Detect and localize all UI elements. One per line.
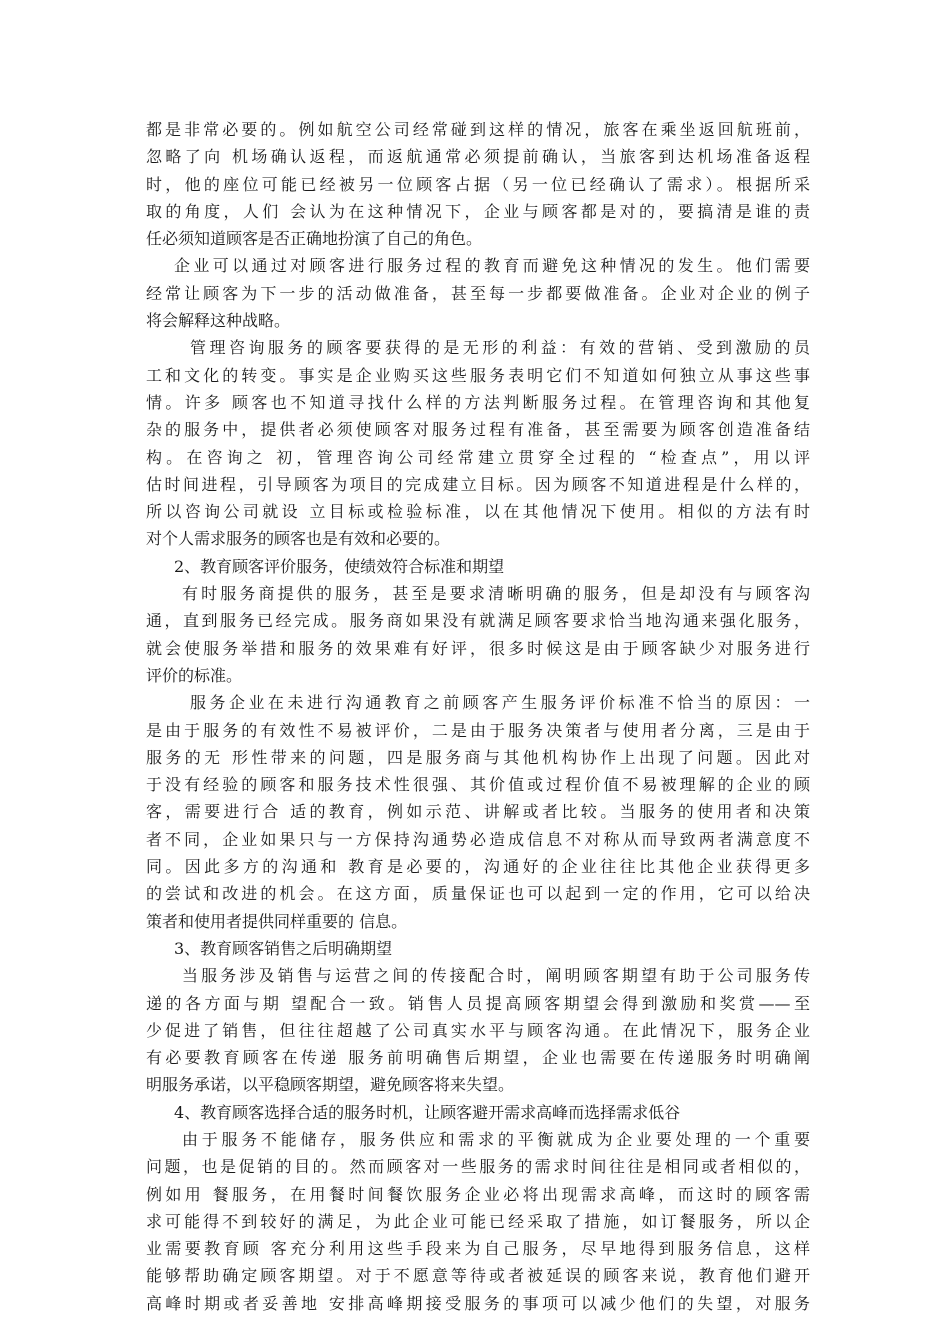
text-line: 是由于服务的有效性不易被评价，二是由于服务决策者与使用者分离，三是由于	[146, 720, 810, 740]
text-line: 通，直到服务已经完成。服务商如果没有就满足顾客要求恰当地沟通来强化服务，	[146, 611, 810, 631]
text-line: 高峰时期或者妥善地 安排高峰期接受服务的事项可以减少他们的失望，对服务	[146, 1293, 810, 1313]
text-line: 经常让顾客为下一步的活动做准备，甚至每一步都要做准备。企业对企业的例子	[146, 283, 810, 303]
text-line: 例如用 餐服务，在用餐时间餐饮服务企业必将出现需求高峰，而这时的顾客需	[146, 1184, 810, 1204]
text-line: 策者和使用者提供同样重要的 信息。	[146, 911, 408, 931]
text-line: 2、教育顾客评价服务，使绩效符合标准和期望	[174, 556, 505, 576]
text-line: 同。因此多方的沟通和 教育是必要的，沟通好的企业往往比其他企业获得更多	[146, 857, 810, 877]
text-line: 问题，也是促销的目的。然而顾客对一些服务的需求时间往往是相同或者相似的，	[146, 1157, 810, 1177]
text-line: 业需要教育顾 客充分利用这些手段来为自己服务，尽早地得到服务信息，这样	[146, 1239, 810, 1259]
text-line: 所以咨询公司就设 立目标或检验标准，以在其他情况下使用。相似的方法有时	[146, 502, 810, 522]
text-line: 由于服务不能储存，服务供应和需求的平衡就成为企业要处理的一个重要	[182, 1129, 810, 1149]
text-line: 对个人需求服务的顾客也是有效和必要的。	[146, 529, 451, 549]
text-line: 杂的服务中，提供者必须使顾客对服务过程有准备，甚至需要为顾客创造准备结	[146, 420, 810, 440]
text-line: 服务企业在未进行沟通教育之前顾客产生服务评价标准不恰当的原因：一	[190, 693, 810, 713]
text-line: 情。许多 顾客也不知道寻找什么样的方法判断服务过程。在管理咨询和其他复	[146, 392, 810, 412]
text-line: 都是非常必要的。例如航空公司经常碰到这样的情况，旅客在乘坐返回航班前，	[146, 120, 810, 139]
text-line: 就会使服务举措和服务的效果难有好评，很多时候这是由于顾客缺少对服务进行	[146, 638, 810, 658]
text-line: 求可能得不到较好的满足，为此企业可能已经采取了措施，如订餐服务，所以企	[146, 1211, 810, 1231]
text-line: 任必须知道顾客是否正确地扮演了自己的角色。	[146, 229, 483, 249]
text-line: 工和文化的转变。事实是企业购买这些服务表明它们不知道如何独立从事这些事	[146, 365, 810, 385]
text-line: 评价的标准。	[146, 665, 243, 685]
text-line: 管理咨询服务的顾客要获得的是无形的利益：有效的营销、受到激励的员	[190, 338, 810, 358]
text-line: 构。在咨询之 初，管理咨询公司经常建立贯穿全过程的 “检查点”，用以评	[146, 447, 810, 467]
text-line: 递的各方面与期 望配合一致。销售人员提高顾客期望会得到激励和奖赏——至	[146, 993, 810, 1013]
text-line: 估时间进程，引导顾客为项目的完成建立目标。因为顾客不知道进程是什么样的，	[146, 474, 810, 494]
text-line: 客，需要进行合 适的教育，例如示范、讲解或者比较。当服务的使用者和决策	[146, 802, 810, 822]
text-line: 时，他的座位可能已经被另一位顾客占据（另一位已经确认了需求）。根据所采	[146, 174, 810, 194]
text-line: 的尝试和改进的机会。在这方面，质量保证也可以起到一定的作用，它可以给决	[146, 884, 810, 904]
text-line: 取的角度，人们 会认为在这种情况下，企业与顾客都是对的，要搞清是谁的责	[146, 201, 810, 221]
text-line: 明服务承诺，以平稳顾客期望，避免顾客将来失望。	[146, 1075, 515, 1095]
text-line: 少促进了销售，但往往超越了公司真实水平与顾客沟通。在此情况下，服务企业	[146, 1020, 810, 1040]
text-line: 能够帮助确定顾客期望。对于不愿意等待或者被延误的顾客来说，教育他们避开	[146, 1266, 810, 1286]
text-line: 当服务涉及销售与运营之间的传接配合时，阐明顾客期望有助于公司服务传	[182, 966, 810, 986]
text-line: 于没有经验的顾客和服务技术性很强、其价值或过程价值不易被理解的企业的顾	[146, 775, 810, 795]
text-line: 4、教育顾客选择合适的服务时机，让顾客避开需求高峰而选择需求低谷	[174, 1102, 681, 1122]
text-line: 服务的无 形性带来的问题，四是服务商与其他机构协作上出现了问题。因此对	[146, 747, 810, 767]
text-line: 3、教育顾客销售之后明确期望	[174, 938, 393, 958]
text-line: 企业可以通过对顾客进行服务过程的教育而避免这种情况的发生。他们需要	[174, 256, 810, 276]
text-line: 有必要教育顾客在传递 服务前明确售后期望，企业也需要在传递服务时明确阐	[146, 1048, 810, 1068]
text-line: 有时服务商提供的服务，甚至是要求清晰明确的服务，但是却没有与顾客沟	[182, 584, 810, 604]
text-line: 将会解释这种战略。	[146, 311, 291, 331]
text-line: 忽略了向 机场确认返程，而返航通常必须提前确认，当旅客到达机场准备返程	[146, 147, 810, 167]
text-line: 者不同，企业如果只与一方保持沟通势必造成信息不对称从而导致两者满意度不	[146, 829, 810, 849]
document-body	[146, 116, 810, 1317]
